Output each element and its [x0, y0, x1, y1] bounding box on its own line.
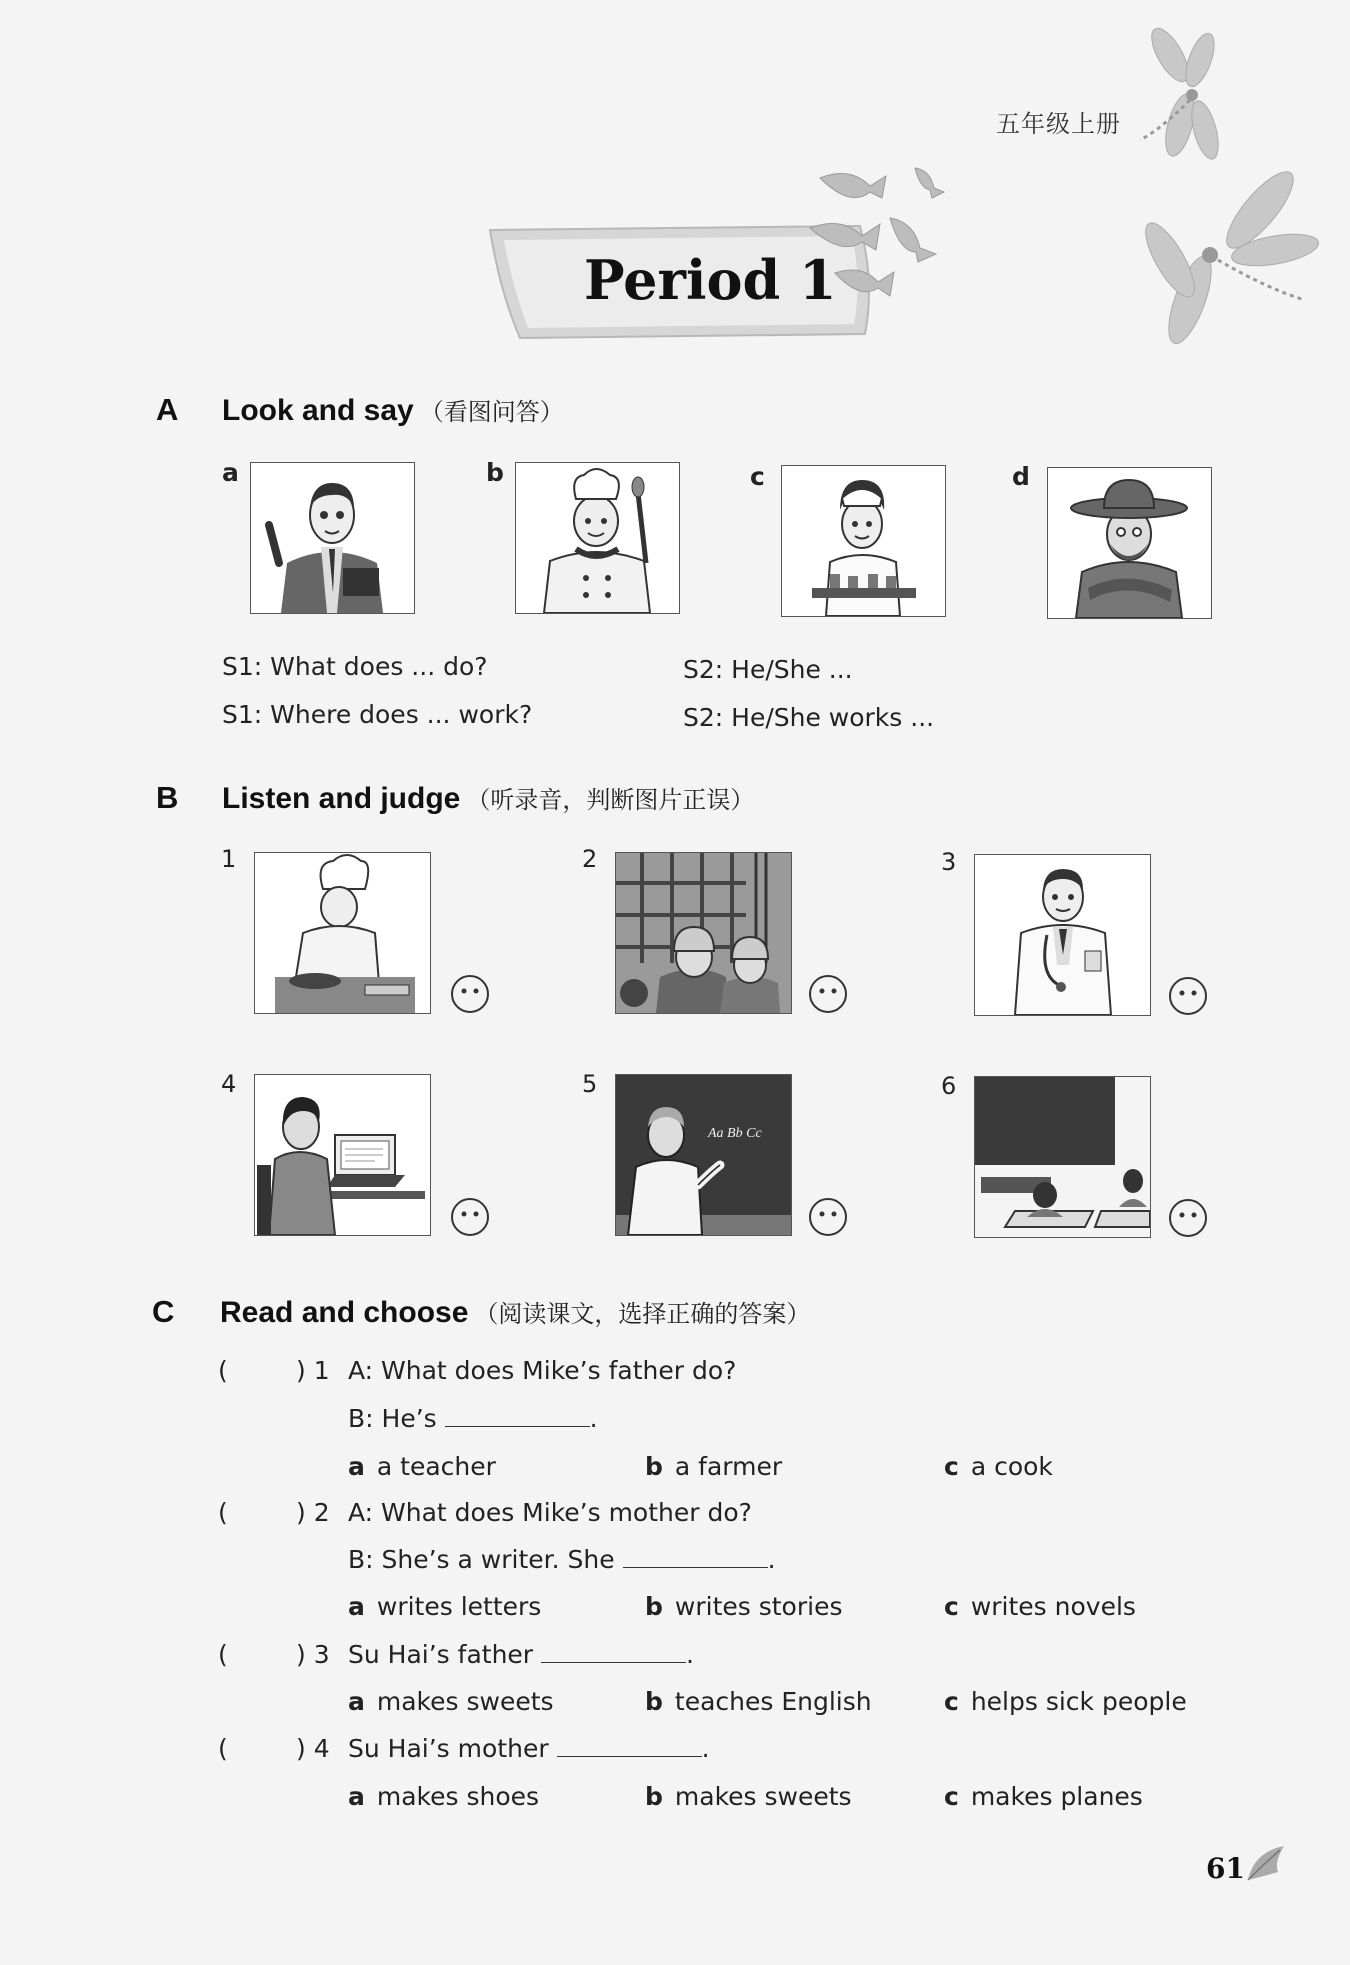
section-a-heading [222, 392, 564, 428]
picture-label: a [222, 458, 239, 487]
answer-blank[interactable] [445, 1404, 590, 1427]
option-text: writes letters [376, 1592, 542, 1621]
section-b-subtitle: （听录音，判断图片正误） [466, 786, 755, 814]
chef-cooking-icon [255, 853, 430, 1013]
question-text: Su Hai’s father [348, 1640, 534, 1669]
question-line-blank [348, 1734, 710, 1763]
answer-blank[interactable] [623, 1545, 768, 1568]
grade-label: 五年级上册 [996, 110, 1121, 138]
question-text: B: He’s [348, 1404, 437, 1433]
option-text: a farmer [674, 1452, 783, 1481]
smiley-face-icon [1168, 976, 1208, 1016]
section-a-subtitle: （看图问答） [419, 398, 564, 426]
question-punct: . [589, 1404, 598, 1433]
option-c[interactable] [944, 1452, 1053, 1481]
option-a[interactable] [348, 1592, 541, 1621]
option-text: makes sweets [376, 1687, 554, 1716]
option-b[interactable] [645, 1782, 852, 1811]
option-text: writes novels [970, 1592, 1136, 1621]
cook-icon [516, 463, 679, 613]
option-a[interactable] [348, 1782, 539, 1811]
section-c-title: Read and choose [220, 1296, 469, 1329]
option-text: a teacher [376, 1452, 496, 1481]
question-punct: . [701, 1734, 710, 1763]
section-b-title: Listen and judge [222, 782, 461, 815]
teacher-blackboard-icon [616, 1075, 791, 1235]
section-b-heading [222, 780, 754, 816]
option-text: writes stories [674, 1592, 843, 1621]
workers-construction-picture [615, 852, 792, 1014]
item-number: 3 [941, 848, 957, 876]
classroom-icon [975, 1077, 1150, 1237]
cook-picture [515, 462, 680, 614]
item-number: 1 [221, 845, 237, 873]
office-worker-icon [255, 1075, 430, 1235]
answer-paren-number: ) 4 [296, 1734, 330, 1763]
dragonfly-icon [1130, 150, 1330, 370]
dialog-answer: S2: He/She ... [683, 655, 853, 684]
answer-paren-number: ) 3 [296, 1640, 330, 1669]
option-a[interactable] [348, 1452, 496, 1481]
picture-label: b [486, 458, 504, 487]
chef-cooking-picture [254, 852, 431, 1014]
option-key: b [645, 1452, 663, 1481]
teacher-blackboard-picture [615, 1074, 792, 1236]
answer-blank[interactable] [541, 1640, 686, 1663]
question-punct: . [767, 1545, 776, 1574]
answer-paren-open: ( [218, 1640, 228, 1669]
item-number: 5 [582, 1070, 598, 1098]
option-key: b [645, 1592, 663, 1621]
question-line-blank [348, 1545, 776, 1574]
dialog-question: S1: Where does ... work? [222, 700, 533, 729]
dialog-answer: S2: He/She works ... [683, 703, 935, 732]
question-line: A: What does Mike’s father do? [348, 1356, 737, 1385]
question-line-blank [348, 1640, 694, 1669]
answer-paren-open: ( [218, 1356, 228, 1385]
teacher-man-icon [251, 463, 414, 613]
option-a[interactable] [348, 1687, 554, 1716]
smiley-face-icon [808, 1197, 848, 1237]
office-worker-picture [254, 1074, 431, 1236]
option-key: a [348, 1592, 365, 1621]
answer-blank[interactable] [557, 1734, 702, 1757]
nurse-picture [781, 465, 946, 617]
option-c[interactable] [944, 1592, 1136, 1621]
workers-construction-icon [616, 853, 791, 1013]
picture-label: c [750, 462, 765, 491]
section-a-letter: A [156, 392, 179, 427]
option-key: c [944, 1592, 959, 1621]
option-text: helps sick people [970, 1687, 1187, 1716]
section-c-subtitle: （阅读课文，选择正确的答案） [474, 1300, 811, 1328]
option-c[interactable] [944, 1782, 1143, 1811]
page-number: 61 [1206, 1852, 1245, 1885]
leaf-icon [1244, 1842, 1288, 1884]
smiley-face-icon [808, 974, 848, 1014]
farmer-picture [1047, 467, 1212, 619]
section-c-heading [220, 1294, 810, 1330]
classroom-picture [974, 1076, 1151, 1238]
answer-paren-open: ( [218, 1734, 228, 1763]
option-text: makes shoes [376, 1782, 540, 1811]
doctor-icon [975, 855, 1150, 1015]
question-text: B: She’s a writer. She [348, 1545, 615, 1574]
teacher-man-picture [250, 462, 415, 614]
option-key: c [944, 1687, 959, 1716]
item-number: 6 [941, 1072, 957, 1100]
answer-paren-number: ) 1 [296, 1356, 330, 1385]
option-key: a [348, 1687, 365, 1716]
section-b-letter: B [156, 780, 179, 815]
option-b[interactable] [645, 1452, 782, 1481]
option-key: c [944, 1452, 959, 1481]
option-text: makes planes [970, 1782, 1143, 1811]
option-text: a cook [970, 1452, 1053, 1481]
option-c[interactable] [944, 1687, 1187, 1716]
nurse-icon [782, 466, 945, 616]
smiley-face-icon [450, 974, 490, 1014]
option-b[interactable] [645, 1592, 842, 1621]
board-text: Aa Bb Cc [708, 1126, 762, 1141]
picture-label: d [1012, 462, 1030, 491]
option-text: makes sweets [674, 1782, 852, 1811]
question-text: Su Hai’s mother [348, 1734, 549, 1763]
item-number: 2 [582, 845, 598, 873]
answer-paren-number: ) 2 [296, 1498, 330, 1527]
option-key: c [944, 1782, 959, 1811]
question-line: A: What does Mike’s mother do? [348, 1498, 752, 1527]
dragonfly-icon [1130, 20, 1250, 170]
section-a-title: Look and say [222, 394, 414, 427]
answer-paren-open: ( [218, 1498, 228, 1527]
option-key: a [348, 1782, 365, 1811]
farmer-icon [1048, 468, 1211, 618]
option-text: teaches English [674, 1687, 872, 1716]
smiley-face-icon [450, 1197, 490, 1237]
option-key: b [645, 1687, 663, 1716]
dialog-question: S1: What does ... do? [222, 652, 488, 681]
question-punct: . [686, 1640, 694, 1669]
item-number: 4 [221, 1070, 237, 1098]
option-b[interactable] [645, 1687, 872, 1716]
doctor-picture [974, 854, 1151, 1016]
smiley-face-icon [1168, 1198, 1208, 1238]
option-key: a [348, 1452, 365, 1481]
period-title: Period 1 [584, 248, 837, 312]
question-line-blank [348, 1404, 598, 1433]
section-c-letter: C [152, 1294, 175, 1329]
option-key: b [645, 1782, 663, 1811]
